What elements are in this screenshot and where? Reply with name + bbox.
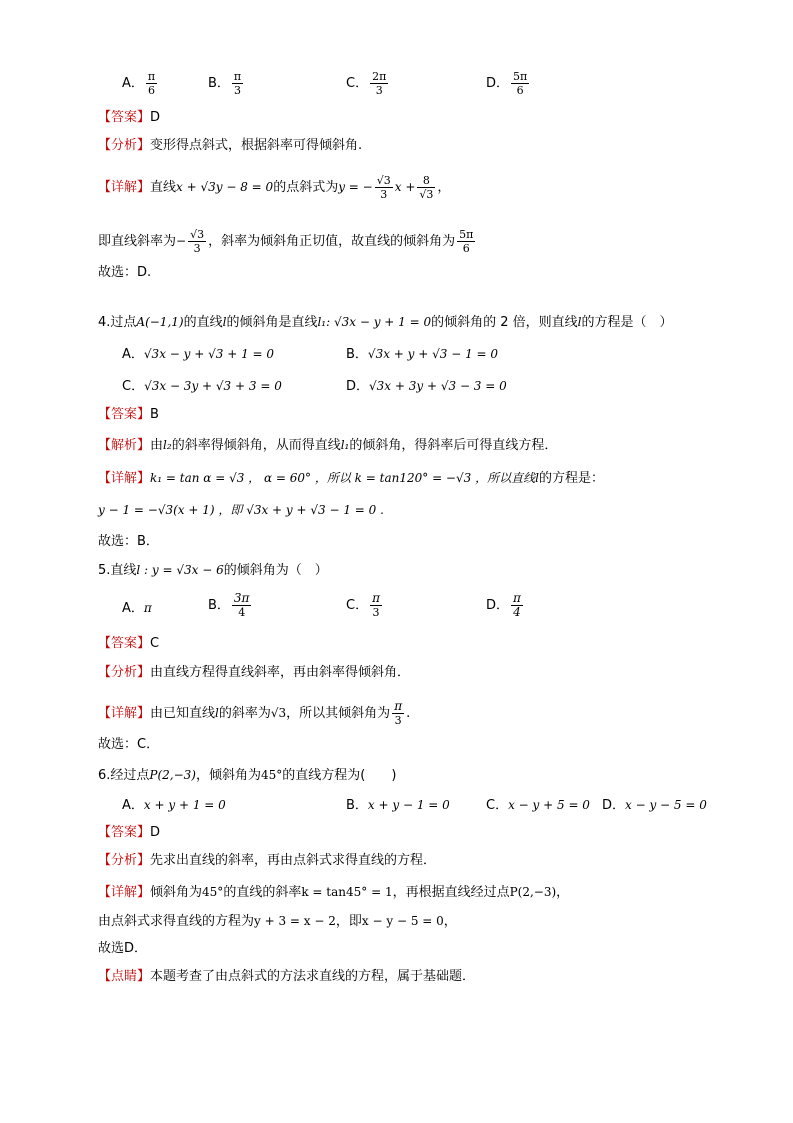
q3-detail-line-2 [98,228,477,255]
q3-option-c [346,70,390,97]
denominator: √3 [419,188,434,201]
answer-tag: 【答案】 [98,825,151,840]
point: P(2,−3) [509,885,557,899]
numerator: π [233,70,242,83]
detail-text: 由已知直线 [150,706,216,721]
q5-option-a [122,600,152,617]
detail-tag: 【详解】 [98,885,151,900]
option-text: x + y − 1 = 0 [367,798,450,812]
fraction [146,70,157,97]
option-label: D． [602,798,626,813]
q5-stem [98,562,328,579]
q4-option-a [122,346,274,363]
stem-text: 的直线方程为( ) [282,768,397,783]
detail-text: 由点斜式求得直线的方程为 [98,914,255,929]
denominator: 4 [238,606,246,619]
detail-text: ， [437,180,451,195]
option-text: √3x − y + √3 + 1 = 0 [143,347,275,361]
fraction [511,592,523,619]
denominator: 6 [462,242,470,255]
q6-choice: 故选D． [98,941,148,956]
denominator: 4 [513,605,521,619]
fraction [375,174,393,201]
detail-text: . [406,706,411,721]
point: A(−1,1) [136,315,184,329]
analysis-text: 的斜率得倾斜角，从而得直线 [171,438,341,453]
answer-value: D [150,825,161,840]
numerator: 5π [513,70,528,83]
fraction [392,700,404,727]
option-text: x − y + 5 = 0 [508,798,590,812]
analysis-text: 由 [150,438,164,453]
answer-value: B [150,407,159,422]
detail-text: 的点斜式为 [273,180,339,195]
q3-option-a [122,70,159,97]
numerator: π [394,699,403,713]
q5-choice: 故选：C． [98,737,160,752]
q6-answer [98,825,160,841]
option-label: A． [122,347,144,362]
numerator: π [513,591,521,605]
q6-detail-line-2 [98,913,457,930]
line-symbol: l [577,315,582,329]
q5-option-b [208,592,253,619]
denominator: 3 [193,242,201,255]
option-text: √3x + y + √3 − 1 = 0 [367,347,499,361]
fraction [370,70,388,97]
denominator: 3 [375,84,383,97]
angle: 45° [261,768,283,782]
numerator: √3 [190,228,205,241]
equation: l : y = √3x − 6 [136,563,224,577]
equation: y = − [338,180,373,194]
point: P(2,−3) [149,768,196,782]
equation: x − y − 5 = 0 [361,914,444,928]
option-text: x + y + 1 = 0 [143,798,226,812]
option-label: C． [122,379,145,394]
equation: l₁: √3x − y + 1 = 0 [317,315,432,329]
denominator: 6 [148,84,156,97]
q4-detail-line-2 [98,502,384,519]
q6-option-d [602,797,707,814]
option-label: A． [122,798,144,813]
detail-text: 倾斜角为 [150,885,203,900]
detail-text: ， [443,914,457,929]
option-text: √3x + 3y + √3 − 3 = 0 [369,379,507,393]
slope-value: √3 [270,706,287,720]
analysis-text: 变形得点斜式，根据斜率可得倾斜角. [150,138,363,153]
detail-text: 的斜率为 [218,706,271,721]
stem-text: 的方程是（ ） [581,315,673,330]
option-label: D． [486,76,510,91]
q5-option-c [346,592,384,619]
q6-option-b [346,797,450,814]
q6-option-a [122,797,226,814]
fraction [232,592,252,619]
line-symbol: l [222,315,227,329]
detail-text: 直线 [150,180,177,195]
analysis-tag: 【分析】 [98,665,151,680]
equation: x + [394,180,416,194]
analysis-text: 先求出直线的斜率，再由点斜式求得直线的方程． [150,853,437,868]
equation: y + 3 = x − 2 [254,914,336,928]
detail-text: 的直线的斜率 [223,885,302,900]
q4-analysis [98,437,557,454]
minus-sign: − [176,234,187,248]
numerator: π [147,70,156,83]
analysis-tag: 【分析】 [98,138,151,153]
stem-text: 6.经过点 [98,768,150,783]
q3-option-b [208,70,245,97]
equation: x + √3y − 8 = 0 [176,180,274,194]
q4-answer [98,407,159,423]
denominator: 3 [234,84,242,97]
numerator: √3 [376,174,391,187]
option-text: √3x − 3y + √3 + 3 = 0 [144,379,282,393]
q5-detail [98,700,410,727]
equation: y − 1 = −√3(x + 1) ，即 √3x + y + √3 − 1 = 0 . [98,503,384,517]
option-label: A． [122,76,144,91]
q5-option-d [486,592,525,619]
q3-analysis [98,138,362,154]
q3-option-d [486,70,531,97]
denominator: 3 [372,606,380,619]
denominator: 3 [380,188,388,201]
equation: k₁ = tan α = √3 ， α = 60° ，所以 k = tan120° = −√3 ，所以直线 [150,471,536,485]
option-label: D． [346,379,370,394]
line-symbol: l [215,706,219,720]
q5-analysis [98,665,410,681]
stem-text: 的倾斜角的 2 倍，则直线 [431,315,578,330]
q4-option-d [346,378,507,395]
line-symbol: l₂ [163,438,172,452]
fraction [417,174,435,201]
detail-text: 的方程是： [538,471,604,486]
fraction [457,228,475,255]
detail-text: ， [556,885,570,900]
answer-tag: 【答案】 [98,110,151,125]
q3-detail-line-1 [98,174,450,201]
fraction [232,70,243,97]
q5-answer [98,636,159,652]
line-symbol: l [535,471,539,485]
option-label: C． [486,798,509,813]
q6-option-c [486,797,590,814]
numerator: 8 [417,174,435,188]
detail-text: ，所以其倾斜角为 [286,706,391,721]
q6-comment [98,969,475,985]
equation: k = tan45° = 1 [301,885,393,899]
stem-text: 5.直线 [98,563,137,578]
option-label: B． [208,598,230,613]
stem-text: 4.过点 [98,315,137,330]
numerator: π [372,591,380,605]
q4-stem [98,314,673,331]
numerator: 5π [459,228,474,241]
q6-stem [98,767,396,784]
stem-text: 的倾斜角为（ ） [223,563,328,578]
angle: 45° [202,885,224,899]
option-text: π [143,601,152,615]
detail-text: ，斜率为倾斜角正切值，故直线的倾斜角为 [208,234,456,249]
detail-tag: 【详解】 [98,471,151,486]
comment-tag: 【点睛】 [98,969,151,984]
q6-analysis [98,853,436,869]
analysis-tag: 【分析】 [98,853,151,868]
analysis-tag: 【解析】 [98,438,151,453]
comment-text: 本题考查了由点斜式的方法求直线的方程，属于基础题． [150,969,476,984]
stem-text: ，倾斜角为 [195,768,261,783]
analysis-text: 由直线方程得直线斜率，再由斜率得倾斜角． [150,665,411,680]
detail-text: ，再根据直线经过点 [392,885,510,900]
q6-detail-line-1 [98,884,569,901]
option-label: C． [346,598,369,613]
option-label: A． [122,601,144,616]
stem-text: 的倾斜角是直线 [226,315,318,330]
answer-value: C [150,636,160,651]
stem-text: 的直线 [183,315,223,330]
detail-tag: 【详解】 [98,180,151,195]
denominator: 6 [516,84,524,97]
fraction [511,70,529,97]
numerator: 3π [233,591,250,605]
line-symbol: l₁ [340,438,350,452]
numerator: 2π [372,70,387,83]
analysis-text: 的倾斜角，得斜率后可得直线方程． [349,438,558,453]
detail-text: ，即 [335,914,362,929]
option-label: B． [346,798,368,813]
q4-option-b [346,346,498,363]
q4-option-c [122,378,282,395]
q3-choice: 故选：D. [98,265,152,280]
q4-detail-line-1 [98,470,604,487]
fraction [370,592,382,619]
answer-value: D [150,110,161,125]
answer-tag: 【答案】 [98,407,151,422]
option-text: x − y − 5 = 0 [625,798,707,812]
option-label: D． [486,598,510,613]
option-label: B． [208,76,230,91]
q3-answer [98,110,160,126]
answer-tag: 【答案】 [98,636,151,651]
detail-tag: 【详解】 [98,706,151,721]
q4-choice: 故选：B． [98,534,159,549]
fraction [188,228,206,255]
option-label: B． [346,347,368,362]
denominator: 3 [394,714,402,727]
option-label: C． [346,76,369,91]
detail-text: 即直线斜率为 [98,234,177,249]
